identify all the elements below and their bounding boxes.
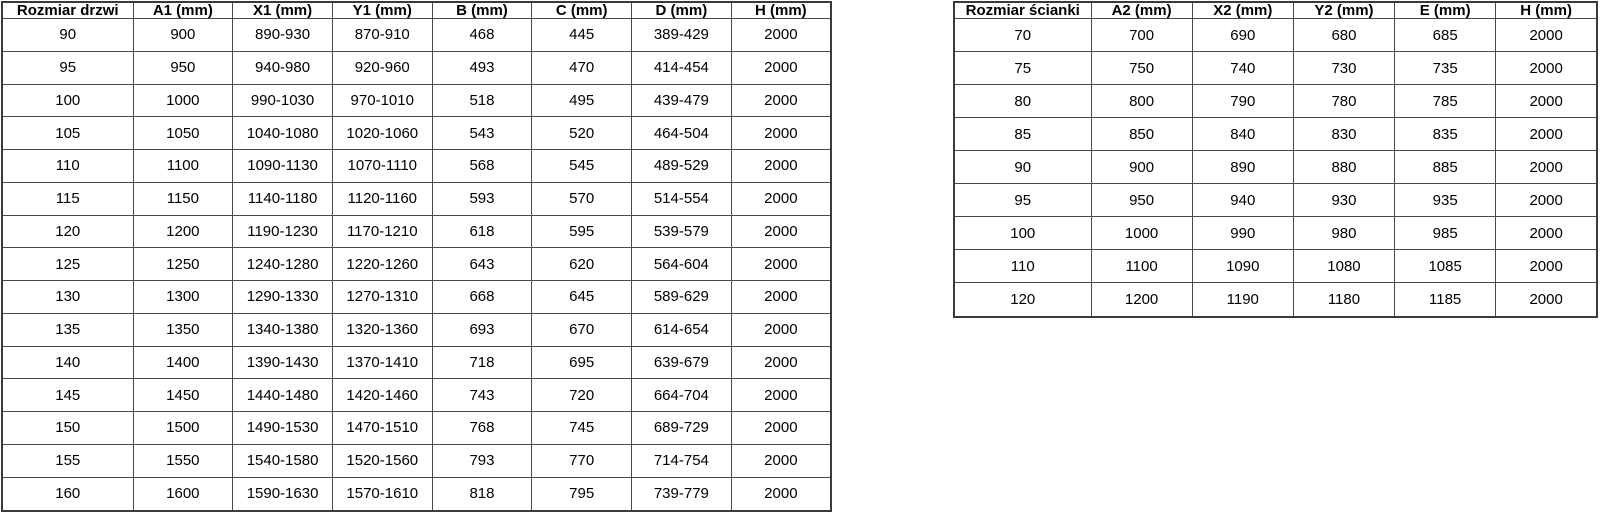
column-header: X1 (mm) xyxy=(233,2,333,19)
door-size-table xyxy=(1,1,832,512)
table-row xyxy=(954,283,1597,317)
table-cell: 2000 xyxy=(731,117,831,150)
table-cell: 1200 xyxy=(133,215,233,248)
table-cell: 885 xyxy=(1395,151,1496,184)
table-cell: 2000 xyxy=(1496,85,1597,118)
table-cell: 840 xyxy=(1192,118,1293,151)
table-cell: 1150 xyxy=(133,182,233,215)
table-row xyxy=(954,250,1597,283)
table-cell: 1190-1230 xyxy=(233,215,333,248)
table-row xyxy=(2,248,831,281)
table-cell: 1320-1360 xyxy=(332,313,432,346)
header-row xyxy=(954,2,1597,19)
column-header: Rozmiar ścianki xyxy=(954,2,1091,19)
table-cell: 980 xyxy=(1293,217,1394,250)
table-cell: 1470-1510 xyxy=(332,412,432,445)
table-cell: 689-729 xyxy=(632,412,732,445)
table-cell: 2000 xyxy=(731,313,831,346)
table-cell: 1600 xyxy=(133,477,233,511)
table-cell: 850 xyxy=(1091,118,1192,151)
table-row xyxy=(954,52,1597,85)
table-cell: 2000 xyxy=(731,150,831,183)
header-row xyxy=(2,2,831,19)
table-cell: 770 xyxy=(532,444,632,477)
column-header: H (mm) xyxy=(1496,2,1597,19)
table-cell: 680 xyxy=(1293,19,1394,52)
table-cell: 1000 xyxy=(1091,217,1192,250)
table-cell: 880 xyxy=(1293,151,1394,184)
table-cell: 1300 xyxy=(133,281,233,314)
table-row xyxy=(2,412,831,445)
table-cell: 1140-1180 xyxy=(233,182,333,215)
table-cell: 940 xyxy=(1192,184,1293,217)
table-cell: 493 xyxy=(432,51,532,84)
column-header: Rozmiar drzwi xyxy=(2,2,133,19)
column-header: X2 (mm) xyxy=(1192,2,1293,19)
table-cell: 1450 xyxy=(133,379,233,412)
table-cell: 685 xyxy=(1395,19,1496,52)
table-cell: 1350 xyxy=(133,313,233,346)
table-cell: 543 xyxy=(432,117,532,150)
column-header: A1 (mm) xyxy=(133,2,233,19)
table-cell: 95 xyxy=(2,51,133,84)
table-cell: 1270-1310 xyxy=(332,281,432,314)
table-cell: 2000 xyxy=(1496,19,1597,52)
table-cell: 1100 xyxy=(1091,250,1192,283)
table-cell: 718 xyxy=(432,346,532,379)
table-cell: 985 xyxy=(1395,217,1496,250)
table-cell: 890 xyxy=(1192,151,1293,184)
table-cell: 1220-1260 xyxy=(332,248,432,281)
table-cell: 2000 xyxy=(731,248,831,281)
table-cell: 695 xyxy=(532,346,632,379)
table-cell: 155 xyxy=(2,444,133,477)
table-cell: 830 xyxy=(1293,118,1394,151)
table-cell: 2000 xyxy=(1496,184,1597,217)
table-cell: 2000 xyxy=(731,346,831,379)
table-cell: 2000 xyxy=(731,477,831,511)
table-cell: 793 xyxy=(432,444,532,477)
table-row xyxy=(2,84,831,117)
table-cell: 1180 xyxy=(1293,283,1394,317)
table-cell: 1020-1060 xyxy=(332,117,432,150)
column-header: Y2 (mm) xyxy=(1293,2,1394,19)
table-row xyxy=(2,51,831,84)
table-row xyxy=(954,151,1597,184)
table-cell: 2000 xyxy=(731,281,831,314)
table-cell: 100 xyxy=(2,84,133,117)
table-cell: 160 xyxy=(2,477,133,511)
table-cell: 2000 xyxy=(731,412,831,445)
table-cell: 1085 xyxy=(1395,250,1496,283)
table-cell: 150 xyxy=(2,412,133,445)
table-cell: 135 xyxy=(2,313,133,346)
table-cell: 990 xyxy=(1192,217,1293,250)
table-cell: 990-1030 xyxy=(233,84,333,117)
table-cell: 639-679 xyxy=(632,346,732,379)
table-cell: 2000 xyxy=(1496,118,1597,151)
table-cell: 1250 xyxy=(133,248,233,281)
table-cell: 1100 xyxy=(133,150,233,183)
column-header: D (mm) xyxy=(632,2,732,19)
table-cell: 620 xyxy=(532,248,632,281)
table-row xyxy=(2,182,831,215)
table-cell: 539-579 xyxy=(632,215,732,248)
table-cell: 2000 xyxy=(1496,250,1597,283)
table-cell: 643 xyxy=(432,248,532,281)
table-cell: 1240-1280 xyxy=(233,248,333,281)
table-cell: 110 xyxy=(954,250,1091,283)
table-cell: 514-554 xyxy=(632,182,732,215)
table-cell: 950 xyxy=(1091,184,1192,217)
table-cell: 745 xyxy=(532,412,632,445)
table-cell: 2000 xyxy=(731,444,831,477)
table-cell: 935 xyxy=(1395,184,1496,217)
table-cell: 768 xyxy=(432,412,532,445)
table-cell: 545 xyxy=(532,150,632,183)
table-cell: 1370-1410 xyxy=(332,346,432,379)
table-row xyxy=(954,217,1597,250)
table-cell: 2000 xyxy=(731,84,831,117)
table-row xyxy=(954,184,1597,217)
table-cell: 90 xyxy=(954,151,1091,184)
table-cell: 1090-1130 xyxy=(233,150,333,183)
table-cell: 100 xyxy=(954,217,1091,250)
table-cell: 85 xyxy=(954,118,1091,151)
table-cell: 970-1010 xyxy=(332,84,432,117)
table-cell: 589-629 xyxy=(632,281,732,314)
table-cell: 1170-1210 xyxy=(332,215,432,248)
table-row xyxy=(2,346,831,379)
table-cell: 1190 xyxy=(1192,283,1293,317)
table-cell: 1570-1610 xyxy=(332,477,432,511)
table-cell: 664-704 xyxy=(632,379,732,412)
table-cell: 1550 xyxy=(133,444,233,477)
table-cell: 890-930 xyxy=(233,19,333,52)
table-cell: 130 xyxy=(2,281,133,314)
table-cell: 489-529 xyxy=(632,150,732,183)
table-cell: 1185 xyxy=(1395,283,1496,317)
table-cell: 900 xyxy=(133,19,233,52)
table-cell: 1290-1330 xyxy=(233,281,333,314)
table-cell: 445 xyxy=(532,19,632,52)
table-cell: 940-980 xyxy=(233,51,333,84)
table-cell: 520 xyxy=(532,117,632,150)
table-cell: 1500 xyxy=(133,412,233,445)
table-cell: 570 xyxy=(532,182,632,215)
table-cell: 468 xyxy=(432,19,532,52)
table-cell: 1420-1460 xyxy=(332,379,432,412)
table-cell: 1200 xyxy=(1091,283,1192,317)
table-cell: 668 xyxy=(432,281,532,314)
table-cell: 1400 xyxy=(133,346,233,379)
table-cell: 2000 xyxy=(731,182,831,215)
table-cell: 2000 xyxy=(1496,151,1597,184)
table-cell: 1590-1630 xyxy=(233,477,333,511)
table-cell: 414-454 xyxy=(632,51,732,84)
table-cell: 95 xyxy=(954,184,1091,217)
table-cell: 614-654 xyxy=(632,313,732,346)
table-cell: 618 xyxy=(432,215,532,248)
table-cell: 145 xyxy=(2,379,133,412)
table-cell: 730 xyxy=(1293,52,1394,85)
table-cell: 90 xyxy=(2,19,133,52)
table-cell: 800 xyxy=(1091,85,1192,118)
table-cell: 1440-1480 xyxy=(233,379,333,412)
column-header: E (mm) xyxy=(1395,2,1496,19)
table-row xyxy=(2,19,831,52)
table-cell: 714-754 xyxy=(632,444,732,477)
table-cell: 1540-1580 xyxy=(233,444,333,477)
table-cell: 110 xyxy=(2,150,133,183)
table-row xyxy=(2,477,831,511)
table-cell: 700 xyxy=(1091,19,1192,52)
table-row xyxy=(2,215,831,248)
table-cell: 645 xyxy=(532,281,632,314)
table-cell: 2000 xyxy=(731,379,831,412)
table-row xyxy=(2,117,831,150)
table-cell: 2000 xyxy=(1496,52,1597,85)
column-header: C (mm) xyxy=(532,2,632,19)
table-cell: 743 xyxy=(432,379,532,412)
table-cell: 1090 xyxy=(1192,250,1293,283)
column-header: H (mm) xyxy=(731,2,831,19)
table-cell: 470 xyxy=(532,51,632,84)
table-cell: 693 xyxy=(432,313,532,346)
table-cell: 750 xyxy=(1091,52,1192,85)
table-cell: 1490-1530 xyxy=(233,412,333,445)
table-cell: 670 xyxy=(532,313,632,346)
table-cell: 690 xyxy=(1192,19,1293,52)
table-cell: 75 xyxy=(954,52,1091,85)
table-cell: 950 xyxy=(133,51,233,84)
table-cell: 1040-1080 xyxy=(233,117,333,150)
table-cell: 564-604 xyxy=(632,248,732,281)
table-row xyxy=(2,444,831,477)
table-cell: 735 xyxy=(1395,52,1496,85)
table-cell: 495 xyxy=(532,84,632,117)
column-header: A2 (mm) xyxy=(1091,2,1192,19)
wall-size-table xyxy=(953,1,1598,318)
table-row xyxy=(2,150,831,183)
table-row xyxy=(954,118,1597,151)
table-cell: 2000 xyxy=(731,51,831,84)
table-cell: 389-429 xyxy=(632,19,732,52)
table-cell: 1070-1110 xyxy=(332,150,432,183)
table-cell: 780 xyxy=(1293,85,1394,118)
table-cell: 818 xyxy=(432,477,532,511)
table-cell: 720 xyxy=(532,379,632,412)
table-cell: 70 xyxy=(954,19,1091,52)
table-cell: 835 xyxy=(1395,118,1496,151)
table-cell: 115 xyxy=(2,182,133,215)
table-cell: 568 xyxy=(432,150,532,183)
table-cell: 518 xyxy=(432,84,532,117)
column-header: B (mm) xyxy=(432,2,532,19)
table-cell: 1520-1560 xyxy=(332,444,432,477)
column-header: Y1 (mm) xyxy=(332,2,432,19)
table-cell: 105 xyxy=(2,117,133,150)
table-cell: 2000 xyxy=(731,215,831,248)
table-cell: 870-910 xyxy=(332,19,432,52)
table-row xyxy=(2,281,831,314)
table-cell: 795 xyxy=(532,477,632,511)
table-cell: 790 xyxy=(1192,85,1293,118)
table-cell: 120 xyxy=(2,215,133,248)
table-cell: 739-779 xyxy=(632,477,732,511)
table-cell: 125 xyxy=(2,248,133,281)
table-cell: 464-504 xyxy=(632,117,732,150)
table-row xyxy=(954,85,1597,118)
table-cell: 439-479 xyxy=(632,84,732,117)
table-cell: 1080 xyxy=(1293,250,1394,283)
table-cell: 120 xyxy=(954,283,1091,317)
table-cell: 2000 xyxy=(1496,283,1597,317)
table-row xyxy=(2,313,831,346)
table-cell: 785 xyxy=(1395,85,1496,118)
table-row xyxy=(954,19,1597,52)
table-cell: 1390-1430 xyxy=(233,346,333,379)
table-cell: 1340-1380 xyxy=(233,313,333,346)
table-row xyxy=(2,379,831,412)
table-cell: 920-960 xyxy=(332,51,432,84)
table-cell: 1050 xyxy=(133,117,233,150)
table-cell: 80 xyxy=(954,85,1091,118)
table-cell: 930 xyxy=(1293,184,1394,217)
table-cell: 595 xyxy=(532,215,632,248)
table-cell: 900 xyxy=(1091,151,1192,184)
table-cell: 2000 xyxy=(731,19,831,52)
table-cell: 740 xyxy=(1192,52,1293,85)
table-cell: 593 xyxy=(432,182,532,215)
table-cell: 140 xyxy=(2,346,133,379)
table-cell: 2000 xyxy=(1496,217,1597,250)
table-cell: 1000 xyxy=(133,84,233,117)
table-cell: 1120-1160 xyxy=(332,182,432,215)
